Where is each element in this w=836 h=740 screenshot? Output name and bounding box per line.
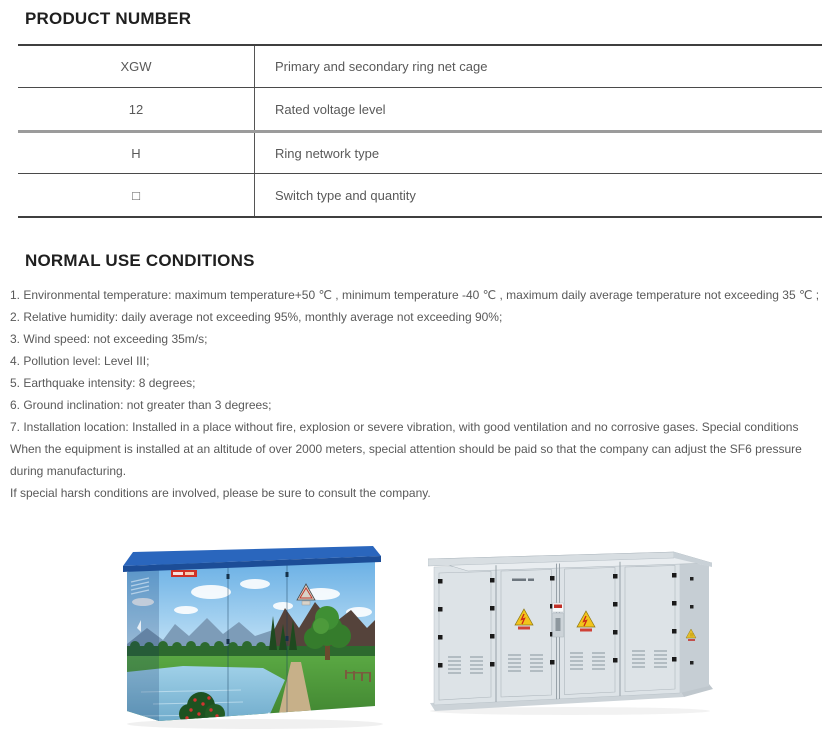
landscape-mural [123,544,392,730]
table-row [18,173,822,216]
condition-line: 2. Relative humidity: daily average not exceeding 95%, monthly average not exceeding 90%; [10,310,503,324]
table-row [18,44,822,87]
condition-line: 1. Environmental temperature: maximum temperature+50 ℃ , minimum temperature -40 ℃ , maximum daily average temperature not exceeding 35 ℃ ; [10,288,820,302]
product-code-cell: XGW [18,46,255,87]
condition-line: If special harsh conditions are involved, please be sure to consult the company. [10,486,431,500]
product-code-cell: 12 [18,88,255,130]
section-title-normal-use-conditions: NORMAL USE CONDITIONS [25,251,255,270]
condition-line: When the equipment is installed at an altitude of over 2000 meters, special attention should be paid so that the company can adjust the SF6 pressure [10,442,802,456]
product-description-cell: Primary and secondary ring net cage [275,59,488,74]
model-label-marks [512,579,534,582]
product-photos-row [0,544,836,740]
table-row [18,87,822,130]
condition-line: 4. Pollution level: Level III; [10,354,150,368]
section-title-product-number: PRODUCT NUMBER [25,9,192,28]
right-cabinet-image [428,547,716,717]
condition-line: 7. Installation location: Installed in a place without fire, explosion or severe vibration, with good ventilation and no corrosive gases. Special conditions [10,420,799,434]
condition-line: 6. Ground inclination: not greater than 3 degrees; [10,398,272,412]
brand-label [171,570,197,577]
product-code-cell: □ [18,174,255,216]
condition-line: during manufacturing. [10,464,127,478]
condition-line: 3. Wind speed: not exceeding 35m/s; [10,332,208,346]
cabinet-right-side [680,560,709,693]
center-nameplate [553,603,564,637]
product-description-cell: Switch type and quantity [275,187,416,203]
table-row [18,130,822,173]
normal-use-conditions-list [10,284,828,504]
product-description-cell: Rated voltage level [275,101,386,117]
condition-line: 5. Earthquake intensity: 8 degrees; [10,376,196,390]
product-description-cell: Ring network type [275,145,380,161]
product-number-table [18,44,822,218]
left-cabinet-image [123,544,392,730]
product-code-cell: H [18,133,255,173]
